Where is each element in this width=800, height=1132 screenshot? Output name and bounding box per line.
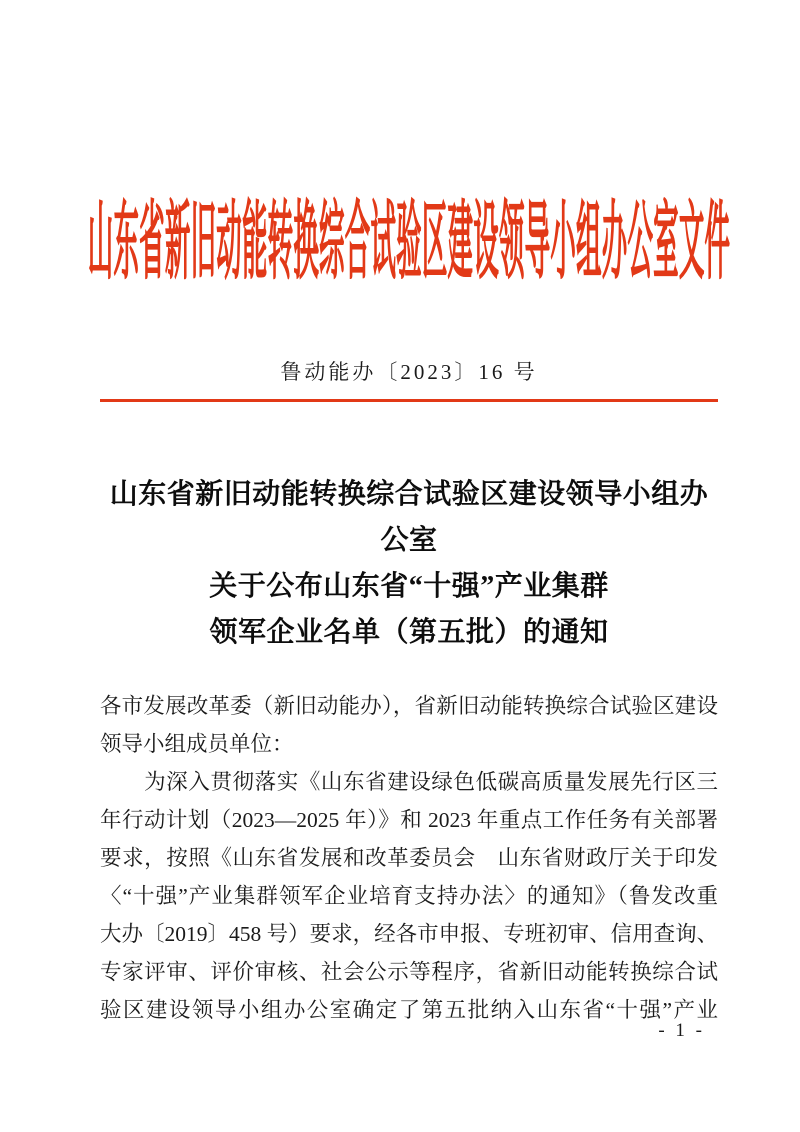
body-line: 领导小组成员单位： [100,732,294,756]
body-line: 验区建设领导小组办公室确定了第五批纳入山东省“十强”产业 [100,998,718,1022]
body-line: 专家评审、评价审核、社会公示等程序，省新旧动能转换综合试 [100,960,718,984]
document-reference-number: 鲁动能办〔2023〕16 号 [280,360,538,384]
document-content [87,0,731,1029]
document-title-line-1: 山东省新旧动能转换综合试验区建设领导小组办公室 [109,479,709,556]
document-title [100,472,718,656]
document-title-line-2: 关于公布山东省“十强”产业集群 [209,571,609,602]
body-line: 年行动计划（2023—2025 年）》和 2023 年重点工作任务有关部署 [100,808,718,832]
page-number: - 1 - [658,1020,705,1041]
body-line: 为深入贯彻落实《山东省建设绿色低碳高质量发展先行区三 [100,770,718,794]
document-title-line-3: 领军企业名单（第五批）的通知 [209,617,609,648]
body-line: 各市发展改革委（新旧动能办），省新旧动能转换综合试验区建设 [100,694,718,718]
red-header-banner-text: 山东省新旧动能转换综合试验区建设领导小组办公室文件 [87,192,731,291]
red-header-banner [87,183,731,291]
body-line: 要求，按照《山东省发展和改革委员会 山东省财政厅关于印发 [100,846,718,870]
body-line: 大办〔2019〕458 号）要求，经各市申报、专班初审、信用查询、 [100,922,719,946]
body-line: 〈“十强”产业集群领军企业培育支持办法〉的通知》（鲁发改重 [100,884,718,908]
document-body [100,687,718,1029]
red-divider-rule [100,399,718,402]
